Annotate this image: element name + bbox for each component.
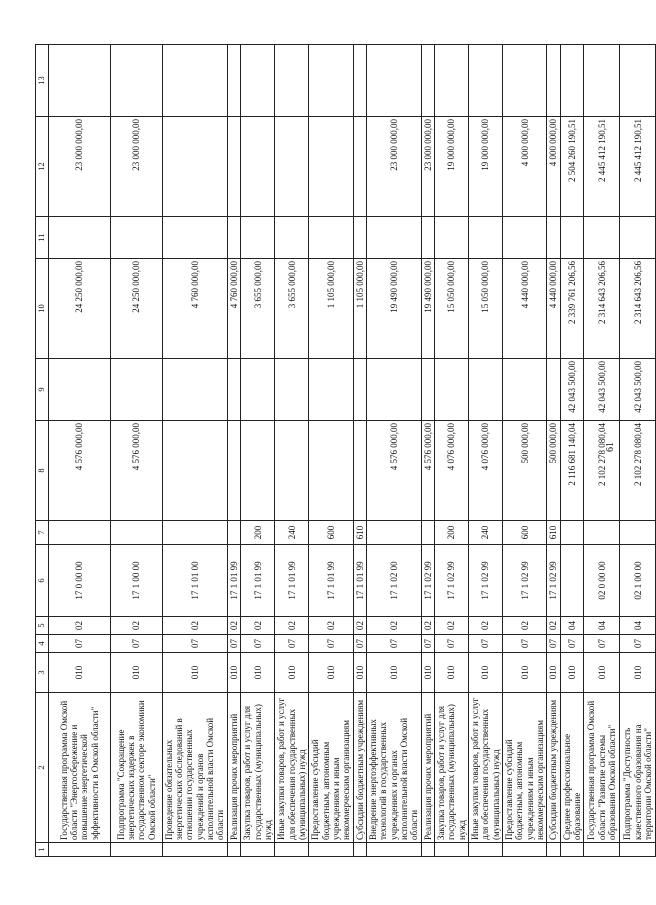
amount-col-12: [227, 117, 240, 217]
blank-cell: [560, 843, 584, 857]
subsection-code: 02: [503, 617, 547, 635]
amount-col-8: [227, 421, 240, 521]
header-cell: 6: [36, 545, 49, 617]
subsection-code: 02: [435, 617, 469, 635]
target-article-code: 17 1 01 00: [162, 545, 227, 617]
ministry-code: 010: [620, 653, 656, 693]
expense-type-code: 200: [241, 521, 275, 545]
amount-col-11: [503, 217, 547, 259]
amount-col-11: [421, 217, 434, 259]
ministry-code: 010: [503, 653, 547, 693]
subsection-code: 02: [241, 617, 275, 635]
header-cell: 3: [36, 653, 49, 693]
amount-col-9: [353, 359, 366, 421]
amount-col-13: [162, 45, 227, 117]
expense-type-code: 610: [547, 521, 560, 545]
amount-col-10: 3 655 000,00: [275, 259, 309, 359]
target-article-code: 17 1 00 00: [110, 545, 162, 617]
amount-col-12: 19 000 000,00: [469, 117, 503, 217]
amount-col-13: [435, 45, 469, 117]
row-name: Государственная программа Омской области "Развитие системы образования Омской области": [584, 693, 620, 843]
blank-cell: [620, 843, 656, 857]
amount-col-11: [435, 217, 469, 259]
amount-col-13: [227, 45, 240, 117]
amount-col-11: [241, 217, 275, 259]
section-code: 07: [275, 635, 309, 653]
amount-col-13: [309, 45, 353, 117]
amount-col-13: [560, 45, 584, 117]
amount-col-10: 1 105 000,00: [309, 259, 353, 359]
target-article-code: 17 1 01 99: [275, 545, 309, 617]
expense-type-code: [584, 521, 620, 545]
amount-col-10: 4 440 000,00: [547, 259, 560, 359]
table-row: [366, 45, 421, 857]
subsection-code: 04: [560, 617, 584, 635]
amount-col-10: 24 250 000,00: [110, 259, 162, 359]
amount-col-10: 4 760 000,00: [227, 259, 240, 359]
section-code: 07: [353, 635, 366, 653]
amount-col-8: 500 000,00: [547, 421, 560, 521]
row-name: Закупка товаров, работ и услуг для государственных (муниципальных) нужд: [435, 693, 469, 843]
table-row: [241, 45, 275, 857]
subsection-code: 02: [421, 617, 434, 635]
ministry-code: 010: [48, 653, 110, 693]
amount-col-12: [309, 117, 353, 217]
amount-col-13: [421, 45, 434, 117]
amount-col-12: 2 504 260 190,51: [560, 117, 584, 217]
amount-col-12: [241, 117, 275, 217]
subsection-code: 02: [275, 617, 309, 635]
blank-cell: [366, 843, 421, 857]
amount-col-10: 4 440 000,00: [503, 259, 547, 359]
amount-col-11: [584, 217, 620, 259]
table-row: [560, 45, 584, 857]
section-code: 07: [435, 635, 469, 653]
row-name: Подпрограмма "Доступность качественного образования на территории Омской области": [620, 693, 656, 843]
blank-cell: [110, 843, 162, 857]
row-name: Подпрограмма "Сокращение энергетических издержек в государственном секторе экономики Омской области": [110, 693, 162, 843]
blank-cell: [227, 843, 240, 857]
target-article-code: 02 1 00 00: [620, 545, 656, 617]
amount-col-13: [353, 45, 366, 117]
table-row: [547, 45, 560, 857]
amount-col-9: [435, 359, 469, 421]
amount-col-11: [275, 217, 309, 259]
expense-type-code: [110, 521, 162, 545]
amount-col-9: [48, 359, 110, 421]
header-cell: 13: [36, 45, 49, 117]
section-code: 07: [241, 635, 275, 653]
amount-col-9: [162, 359, 227, 421]
amount-col-12: 23 000 000,00: [366, 117, 421, 217]
expense-type-code: 600: [309, 521, 353, 545]
ministry-code: 010: [469, 653, 503, 693]
target-article-code: 17 1 01 99: [227, 545, 240, 617]
subsection-code: 04: [584, 617, 620, 635]
amount-col-13: [48, 45, 110, 117]
expense-type-code: 240: [275, 521, 309, 545]
expense-type-code: 240: [469, 521, 503, 545]
amount-col-8: 2 102 278 080,04: [620, 421, 656, 521]
row-name: Реализация прочих мероприятий: [227, 693, 240, 843]
table-row: [110, 45, 162, 857]
subsection-code: 02: [366, 617, 421, 635]
expense-type-code: 200: [435, 521, 469, 545]
amount-col-12: 4 000 000,00: [503, 117, 547, 217]
amount-col-12: 4 000 000,00: [547, 117, 560, 217]
ministry-code: 010: [353, 653, 366, 693]
amount-col-8: 4 576 000,00: [110, 421, 162, 521]
amount-col-11: [620, 217, 656, 259]
amount-col-11: [162, 217, 227, 259]
amount-col-11: [469, 217, 503, 259]
section-code: 07: [227, 635, 240, 653]
subsection-code: 02: [547, 617, 560, 635]
target-article-code: 02 0 00 00: [584, 545, 620, 617]
header-cell: 7: [36, 521, 49, 545]
amount-col-8: [162, 421, 227, 521]
amount-col-9: [421, 359, 434, 421]
amount-col-13: [366, 45, 421, 117]
amount-col-8: 4 576 000,00: [366, 421, 421, 521]
amount-col-12: 2 445 412 190,51: [620, 117, 656, 217]
target-article-code: 17 1 01 99: [309, 545, 353, 617]
target-article-code: 17 1 01 99: [353, 545, 366, 617]
amount-col-13: [584, 45, 620, 117]
blank-cell: [469, 843, 503, 857]
subsection-code: 02: [162, 617, 227, 635]
header-cell: 11: [36, 217, 49, 259]
amount-col-12: 23 000 000,00: [110, 117, 162, 217]
table-row: [620, 45, 656, 857]
expense-type-code: 610: [353, 521, 366, 545]
row-name: Субсидии бюджетным учреждениям: [353, 693, 366, 843]
amount-col-11: [366, 217, 421, 259]
amount-col-12: 19 000 000,00: [435, 117, 469, 217]
row-name: Иные закупки товаров, работ и услуг для обеспечения государственных (муниципальных) нужд: [275, 693, 309, 843]
amount-col-9: 42 043 500,00: [584, 359, 620, 421]
target-article-code: 17 0 00 00: [48, 545, 110, 617]
amount-col-9: [275, 359, 309, 421]
target-article-code: 17 1 02 99: [469, 545, 503, 617]
amount-col-10: 1 105 000,00: [353, 259, 366, 359]
blank-cell: [275, 843, 309, 857]
ministry-code: 010: [275, 653, 309, 693]
blank-cell: [162, 843, 227, 857]
target-article-code: 17 1 02 99: [547, 545, 560, 617]
ministry-code: 010: [110, 653, 162, 693]
ministry-code: 010: [584, 653, 620, 693]
amount-col-8: [275, 421, 309, 521]
section-code: 07: [620, 635, 656, 653]
amount-col-10: 15 050 000,00: [469, 259, 503, 359]
expense-type-code: [560, 521, 584, 545]
section-code: 07: [469, 635, 503, 653]
ministry-code: 010: [241, 653, 275, 693]
section-code: 07: [366, 635, 421, 653]
blank-cell: [241, 843, 275, 857]
section-code: 07: [547, 635, 560, 653]
row-name: Закупка товаров, работ и услуг для государственных (муниципальных) нужд: [241, 693, 275, 843]
amount-col-11: [48, 217, 110, 259]
amount-col-13: [241, 45, 275, 117]
target-article-code: 17 1 02 00: [366, 545, 421, 617]
amount-col-13: [275, 45, 309, 117]
header-cell: 12: [36, 117, 49, 217]
section-code: 07: [503, 635, 547, 653]
header-cell: 2: [36, 693, 49, 843]
amount-col-11: [309, 217, 353, 259]
blank-cell: [584, 843, 620, 857]
amount-col-12: 23 000 000,00: [421, 117, 434, 217]
amount-col-8: 4 576 000,00: [421, 421, 434, 521]
table-row: [275, 45, 309, 857]
amount-col-11: [560, 217, 584, 259]
amount-col-13: [110, 45, 162, 117]
section-code: 07: [162, 635, 227, 653]
expense-type-code: [162, 521, 227, 545]
ministry-code: 010: [366, 653, 421, 693]
amount-col-8: 500 000,00: [503, 421, 547, 521]
subsection-code: 04: [620, 617, 656, 635]
ministry-code: 010: [227, 653, 240, 693]
table-row: [421, 45, 434, 857]
budget-table-rotated: [35, 45, 654, 857]
row-name: Предоставление субсидий бюджетным, автономным учреждениям и иным некоммерческим организациям: [503, 693, 547, 843]
amount-col-11: [547, 217, 560, 259]
header-cell: 5: [36, 617, 49, 635]
target-article-code: 17 1 02 99: [503, 545, 547, 617]
blank-cell: [435, 843, 469, 857]
amount-col-11: [110, 217, 162, 259]
section-code: 07: [309, 635, 353, 653]
row-name: Среднее профессиональное образование: [560, 693, 584, 843]
subsection-code: 02: [110, 617, 162, 635]
blank-cell: [503, 843, 547, 857]
expense-type-code: 600: [503, 521, 547, 545]
amount-col-8: 4 076 000,00: [469, 421, 503, 521]
table-row: [435, 45, 469, 857]
table-row: [469, 45, 503, 857]
target-article-code: 17 1 01 99: [241, 545, 275, 617]
table-row: [162, 45, 227, 857]
row-name: Внедрение энергоэффективных технологий в государственных учреждениях и органах исполнительной власти Омской области: [366, 693, 421, 843]
amount-col-9: 42 043 500,00: [620, 359, 656, 421]
expense-type-code: [421, 521, 434, 545]
blank-cell: [353, 843, 366, 857]
amount-col-12: [353, 117, 366, 217]
amount-col-10: 24 250 000,00: [48, 259, 110, 359]
amount-col-11: [227, 217, 240, 259]
amount-col-12: [275, 117, 309, 217]
row-name: Иные закупки товаров, работ и услуг для обеспечения государственных (муниципальных) нужд: [469, 693, 503, 843]
amount-col-9: [503, 359, 547, 421]
amount-col-12: 23 000 000,00: [48, 117, 110, 217]
amount-col-10: 2 314 643 206,56: [584, 259, 620, 359]
amount-col-13: [469, 45, 503, 117]
table-row: [309, 45, 353, 857]
expense-type-code: [227, 521, 240, 545]
subsection-code: 02: [48, 617, 110, 635]
amount-col-9: [309, 359, 353, 421]
amount-col-8: 2 116 681 140,04: [560, 421, 584, 521]
header-cell: 9: [36, 359, 49, 421]
header-cell: 4: [36, 635, 49, 653]
target-article-code: 17 1 02 99: [421, 545, 434, 617]
amount-col-8: [353, 421, 366, 521]
ministry-code: 010: [309, 653, 353, 693]
header-cell: 1: [36, 843, 49, 857]
blank-cell: [48, 843, 110, 857]
ministry-code: 010: [547, 653, 560, 693]
table-row: [48, 45, 110, 857]
row-name: Субсидии бюджетным учреждениям: [547, 693, 560, 843]
expense-type-code: [48, 521, 110, 545]
amount-col-13: [547, 45, 560, 117]
amount-col-12: 2 445 412 190,51: [584, 117, 620, 217]
ministry-code: 010: [560, 653, 584, 693]
table-row: [503, 45, 547, 857]
ministry-code: 010: [435, 653, 469, 693]
table-body: [48, 45, 656, 857]
amount-col-8: 2 102 278 080,04: [584, 421, 620, 521]
section-code: 07: [110, 635, 162, 653]
amount-col-9: 42 043 500,00: [560, 359, 584, 421]
target-article-code: [560, 545, 584, 617]
amount-col-8: 4 076 000,00: [435, 421, 469, 521]
table-row: [584, 45, 620, 857]
amount-col-8: [309, 421, 353, 521]
table-row: [353, 45, 366, 857]
expense-type-code: [620, 521, 656, 545]
section-code: 07: [584, 635, 620, 653]
row-name: Государственная программа Омской области "Энергосбережение и повышение энергетической эффективности в Омской области": [48, 693, 110, 843]
section-code: 07: [560, 635, 584, 653]
subsection-code: 02: [227, 617, 240, 635]
blank-cell: [309, 843, 353, 857]
amount-col-10: 2 339 761 206,56: [560, 259, 584, 359]
amount-col-9: [227, 359, 240, 421]
target-article-code: 17 1 02 99: [435, 545, 469, 617]
row-name: Предоставление субсидий бюджетным, автономным учреждениям и иным некоммерческим организациям: [309, 693, 353, 843]
page-number: 61: [605, 442, 616, 452]
ministry-code: 010: [162, 653, 227, 693]
amount-col-10: 3 655 000,00: [241, 259, 275, 359]
amount-col-9: [110, 359, 162, 421]
amount-col-10: 15 050 000,00: [435, 259, 469, 359]
amount-col-13: [620, 45, 656, 117]
subsection-code: 02: [353, 617, 366, 635]
section-code: 07: [421, 635, 434, 653]
expense-type-code: [366, 521, 421, 545]
section-code: 07: [48, 635, 110, 653]
row-name: Реализация прочих мероприятий: [421, 693, 434, 843]
blank-cell: [547, 843, 560, 857]
amount-col-9: [547, 359, 560, 421]
amount-col-9: [366, 359, 421, 421]
header-row: [36, 45, 49, 857]
blank-cell: [421, 843, 434, 857]
amount-col-10: 2 314 643 206,56: [620, 259, 656, 359]
amount-col-10: 19 490 000,00: [366, 259, 421, 359]
amount-col-12: [162, 117, 227, 217]
header-cell: 8: [36, 421, 49, 521]
amount-col-8: [241, 421, 275, 521]
subsection-code: 02: [309, 617, 353, 635]
table-row: [227, 45, 240, 857]
amount-col-9: [241, 359, 275, 421]
subsection-code: 02: [469, 617, 503, 635]
amount-col-10: 19 490 000,00: [421, 259, 434, 359]
amount-col-9: [469, 359, 503, 421]
amount-col-8: 4 576 000,00: [48, 421, 110, 521]
header-cell: 10: [36, 259, 49, 359]
ministry-code: 010: [421, 653, 434, 693]
budget-table: [35, 44, 656, 857]
amount-col-11: [353, 217, 366, 259]
amount-col-13: [503, 45, 547, 117]
row-name: Проведение обязательных энергетических обследований в отношении государственных учреждений и органов исполнительной власти Омской области: [162, 693, 227, 843]
amount-col-10: 4 760 000,00: [162, 259, 227, 359]
